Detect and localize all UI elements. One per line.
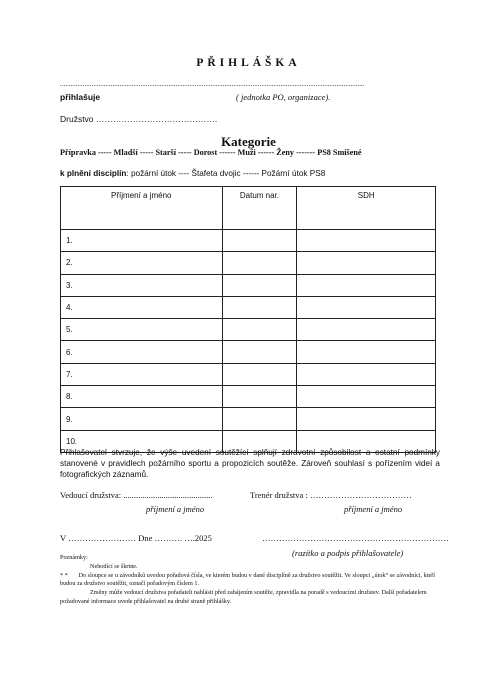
trener-signature-hint: příjmení a jméno [344, 504, 403, 514]
sdh-cell [297, 274, 436, 296]
table-row [61, 341, 436, 363]
discipliny-text: : požární útok ---- Štafeta dvojic ------ Požární útok PS8 [126, 169, 326, 178]
table-row [61, 408, 436, 430]
note-2-mark: * * [60, 571, 68, 579]
date-cell [222, 408, 297, 430]
row-number: 2. [61, 252, 223, 274]
column-header-sdh: SDH [297, 187, 436, 230]
jednotka-hint: ( jednotka PO, organizace). [236, 92, 331, 102]
vedouci-signature-hint: příjmení a jméno [146, 504, 205, 514]
place-date-line: V …………………… Dne ………. ….2025 [60, 533, 212, 543]
registration-table [60, 186, 436, 453]
sdh-cell [297, 319, 436, 341]
date-cell [222, 386, 297, 408]
note-2 [60, 572, 440, 590]
druzstvo-field: Družstvo ……………………………………. [60, 114, 218, 124]
note-1: Nehodící se škrtne. [90, 562, 138, 570]
kategorie-options: Přípravka ----- Mladší ----- Starší ----- Dorost ------ Muži ------ Ženy ------- PS8 Smíšené [60, 148, 362, 157]
prihlasuje-label: přihlašuje [60, 92, 101, 102]
sdh-cell [297, 386, 436, 408]
row-number: 10. [61, 430, 223, 452]
note-3: Změny může vedoucí družstva pořadateli nahlásit před zahájením soutěže, zpravidla na poradě s vedoucími družstev. Další pořadatelem požadované informace uvede přihlašovatel na druhé straně přihlášky. [60, 589, 427, 605]
note-2-text: Do sloupce se u závodníků uvedou pořadová čísla, ve kterém budou v dané disciplíně za družstvo soutěžit. Ve sloupci „útok“ se závodníci, kteří budou za družstvo soutěžit, označí pořadovým číslem 1. [60, 571, 435, 588]
date-cell [222, 274, 297, 296]
notes-label: Poznámky: [60, 554, 88, 561]
column-header-name: Příjmení a jméno [61, 187, 223, 230]
stamp-signature-hint: (razítko a podpis přihlašovatele) [292, 548, 404, 558]
sdh-cell [297, 230, 436, 252]
stamp-dotted-line: ………………………………………………………… [262, 533, 449, 543]
discipliny-label: k plnění disciplín [60, 169, 127, 178]
date-cell [222, 319, 297, 341]
row-number: 7. [61, 363, 223, 385]
date-cell [222, 252, 297, 274]
table-row [61, 386, 436, 408]
row-number: 8. [61, 386, 223, 408]
sdh-cell [297, 408, 436, 430]
row-number: 9. [61, 408, 223, 430]
table-row [61, 296, 436, 318]
table-row [61, 274, 436, 296]
date-cell [222, 341, 297, 363]
row-number: 1. [61, 230, 223, 252]
sdh-cell [297, 296, 436, 318]
trener-signature: Trenér družstva : ……………………………… [250, 490, 412, 500]
sdh-cell [297, 252, 436, 274]
sdh-cell [297, 363, 436, 385]
vedouci-signature: Vedoucí družstva: .......................................... [60, 490, 213, 500]
table-row [61, 252, 436, 274]
column-header-date: Datum nar. [222, 187, 297, 230]
row-number: 4. [61, 296, 223, 318]
row-number: 5. [61, 319, 223, 341]
consent-statement: Přihlašovatel stvrzuje, že výše uvedení soutěžící splňují zdravotní způsobilost a ostatní podmínky stanovené v pravidlech požárního sportu a propozicích soutěže. Zároveň souhlasí s pořízením videí a fotografických záznamů. [60, 448, 440, 479]
organization-dotted-line: .............................................................................................................................................................................. [60, 80, 365, 88]
sdh-cell [297, 341, 436, 363]
table-row [61, 319, 436, 341]
table-row [61, 363, 436, 385]
date-cell [222, 363, 297, 385]
table-row [61, 230, 436, 252]
date-cell [222, 296, 297, 318]
kategorie-title: Kategorie [221, 134, 276, 149]
discipliny-line [60, 169, 325, 178]
table-header-row [61, 187, 436, 230]
row-number: 3. [61, 274, 223, 296]
form-title: PŘIHLÁŠKA [196, 57, 301, 69]
notes [60, 554, 440, 607]
row-number: 6. [61, 341, 223, 363]
date-cell [222, 230, 297, 252]
